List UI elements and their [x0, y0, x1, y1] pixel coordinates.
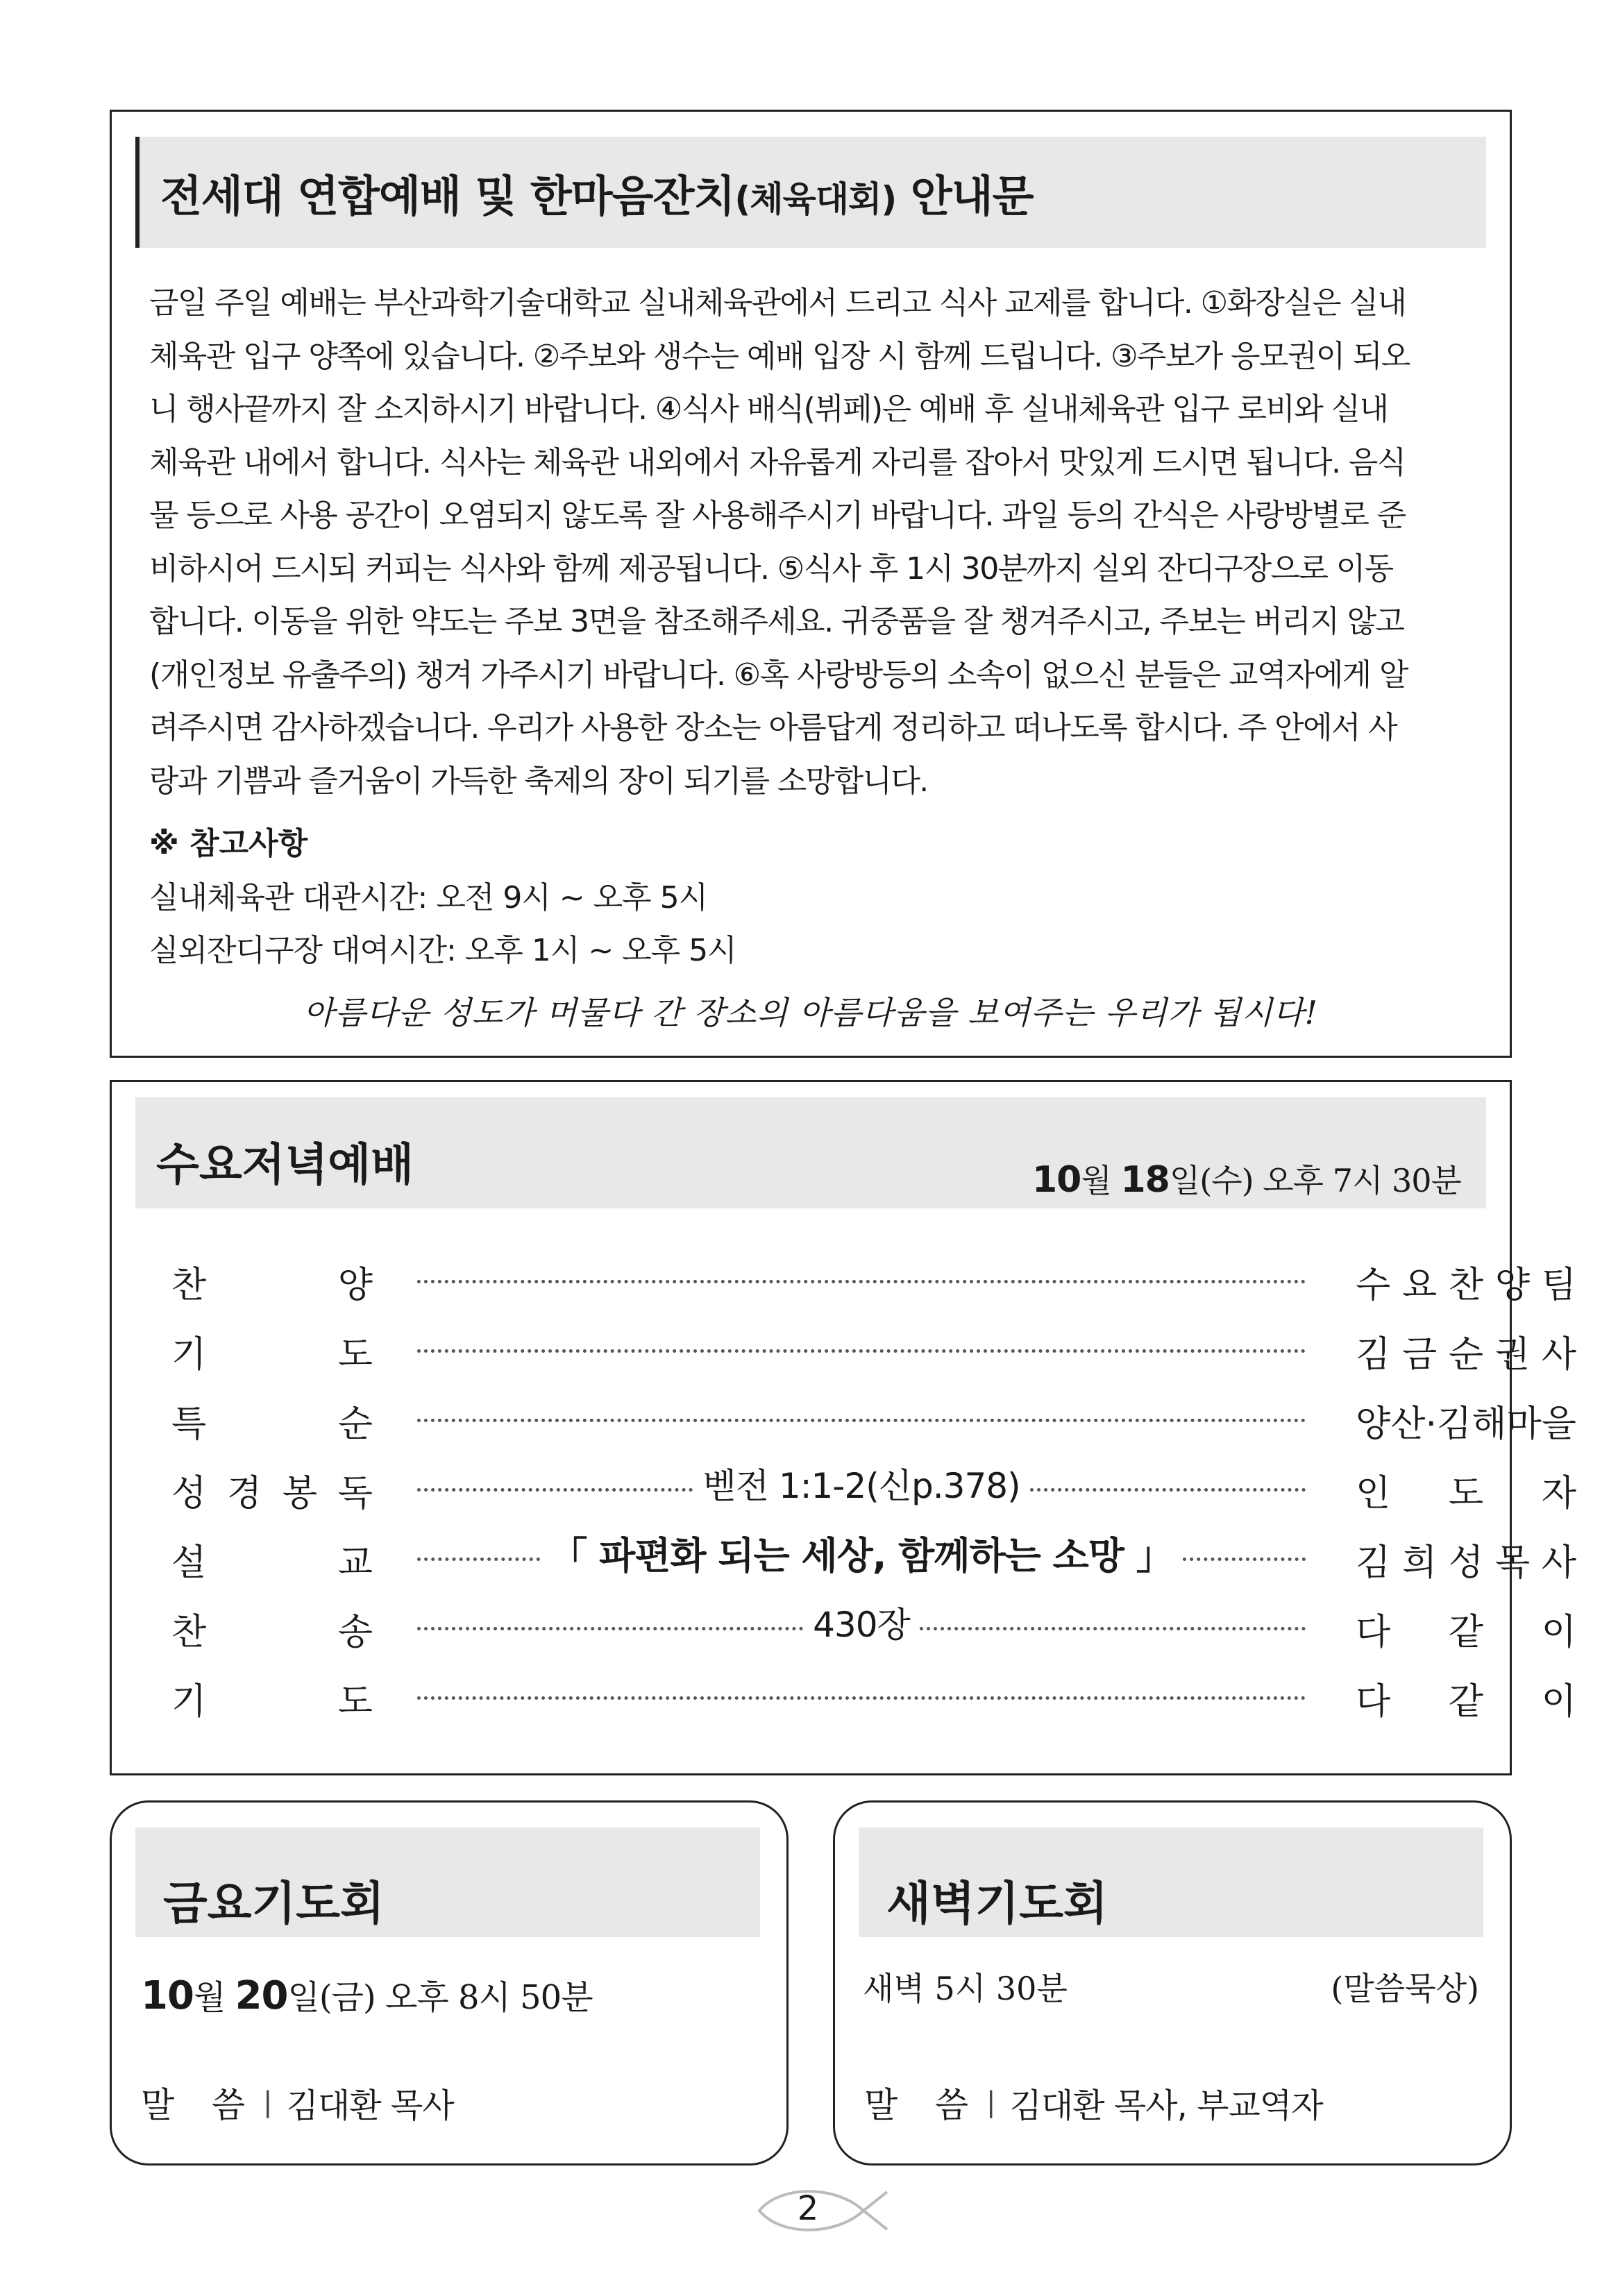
program-row	[112, 1386, 1576, 1445]
program-leader	[417, 1247, 1306, 1303]
dawn-time: 새벽 5시 30분	[863, 1970, 1068, 2007]
notice-line: 려주시면 감사하겠습니다. 우리가 사용한 장소는 아름답게 정리하고 떠나도록 합시다. 주 안에서 사	[149, 710, 1397, 745]
wednesday-service-section	[110, 1080, 1576, 1775]
dawn-speaker	[864, 2077, 1323, 2127]
program-row	[112, 1594, 1576, 1653]
page-number-text: 2	[797, 2189, 819, 2228]
notice-line: 비하시어 드시되 커피는 식사와 함께 제공됩니다. ⑤식사 후 1시 30분까지 실외 잔디구장으로 이동	[149, 550, 1393, 586]
friday-datetime: 10월 20일(금) 오후 8시 50분	[141, 1973, 593, 2018]
friday-title-bar	[135, 1827, 760, 1937]
program-leader	[417, 1594, 1306, 1650]
program-detail: 「 파편화 되는 세상, 함께하는 소망 」	[550, 1533, 1173, 1578]
friday-prayer-section	[110, 1800, 789, 2166]
program-row	[112, 1455, 1576, 1514]
reference-line-field: 실외잔디구장 대여시간: 오후 1시 ~ 오후 5시	[149, 933, 736, 968]
program-leader	[417, 1455, 1306, 1511]
reference-title: ※ 참고사항	[149, 826, 308, 861]
dawn-title-bar	[859, 1827, 1483, 1937]
program-leader	[417, 1317, 1306, 1372]
dawn-title: 새벽기도회	[886, 1877, 1108, 1930]
wednesday-title-bar	[135, 1097, 1486, 1208]
dawn-prayer-section	[833, 1800, 1512, 2166]
speaker-name: 김대환 목사, 부교역자	[1009, 2086, 1323, 2125]
notice-title-bar	[135, 137, 1486, 248]
notice-line: 랑과 기쁨과 즐거움이 가득한 축제의 장이 되기를 소망합니다.	[149, 763, 928, 799]
program-row	[112, 1317, 1576, 1376]
notice-title: 전세대 연합예배 및 한마음잔치(체육대회) 안내문	[160, 171, 1034, 221]
program-person: 수 요 찬 양 팀	[1356, 1265, 1576, 1306]
program-person: 김 금 순 권 사	[1356, 1334, 1576, 1376]
program-person: 다 같 이	[1356, 1681, 1576, 1723]
wednesday-datetime: 10월 18일(수) 오후 7시 30분	[1032, 1159, 1461, 1201]
speaker-label: 말 씀	[141, 2085, 245, 2125]
program-label: 특 순	[171, 1403, 373, 1445]
program-person: 김 희 성 목 사	[1356, 1542, 1576, 1584]
slogan: 아름다운 성도가 머물다 간 장소의 아름다움을 보여주는 우리가 됩시다!	[303, 994, 1319, 1031]
program-row	[112, 1525, 1576, 1584]
dawn-note: (말씀묵상)	[1331, 1970, 1479, 2007]
program-detail: 벧전 1:1-2(신p.378)	[702, 1466, 1020, 1506]
notice-line: 물 등으로 사용 공간이 오염되지 않도록 잘 사용해주시기 바랍니다. 과일 등의 간식은 사랑방별로 준	[149, 498, 1406, 533]
program-leader	[417, 1525, 1306, 1580]
speaker-label: 말 씀	[864, 2085, 968, 2125]
program-label: 찬 양	[171, 1265, 373, 1306]
notice-line: 체육관 내에서 합니다. 식사는 체육관 내외에서 자유롭게 자리를 잡아서 맛있게 드시면 됩니다. 음식	[149, 444, 1406, 480]
notice-line: 금일 주일 예배는 부산과학기술대학교 실내체육관에서 드리고 식사 교제를 합니다. ①화장실은 실내	[149, 285, 1406, 321]
program-leader	[417, 1386, 1306, 1442]
wednesday-title: 수요저녁예배	[156, 1140, 414, 1191]
reference-line-gym: 실내체육관 대관시간: 오전 9시 ~ 오후 5시	[149, 880, 708, 915]
speaker-name: 김대환 목사	[286, 2086, 454, 2125]
program-person: 양산·김해마을	[1356, 1403, 1576, 1445]
program-person: 인 도 자	[1356, 1473, 1576, 1514]
notice-section	[110, 110, 1512, 1058]
program-label: 설 교	[171, 1542, 373, 1584]
notice-line: (개인정보 유출주의) 챙겨 가주시기 바랍니다. ⑥혹 사랑방등의 소속이 없으신 분들은 교역자에게 알	[149, 657, 1408, 693]
program-person: 다 같 이	[1356, 1612, 1576, 1653]
friday-speaker	[141, 2077, 454, 2127]
notice-body	[149, 277, 1482, 808]
program-label: 기 도	[171, 1334, 373, 1376]
notice-line: 니 행사끝까지 잘 소지하시기 바랍니다. ④식사 배식(뷔페)은 예배 후 실내체육관 입구 로비와 실내	[149, 391, 1388, 427]
page-number	[752, 2179, 891, 2242]
program-row	[112, 1247, 1576, 1306]
program-leader	[417, 1664, 1306, 1719]
separator: |	[986, 2086, 996, 2118]
notice-line: 합니다. 이동을 위한 약도는 주보 3면을 참조해주세요. 귀중품을 잘 챙겨주시고, 주보는 버리지 않고	[149, 604, 1404, 639]
separator: |	[263, 2086, 273, 2118]
program-row	[112, 1664, 1576, 1723]
program-label: 찬 송	[171, 1612, 373, 1653]
program-label: 기 도	[171, 1681, 373, 1723]
notice-line: 체육관 입구 양쪽에 있습니다. ②주보와 생수는 예배 입장 시 함께 드립니다. ③주보가 응모권이 되오	[149, 338, 1410, 374]
program-label: 성 경 봉 독	[171, 1473, 373, 1514]
friday-title: 금요기도회	[163, 1877, 385, 1930]
program-detail: 430장	[813, 1605, 910, 1645]
